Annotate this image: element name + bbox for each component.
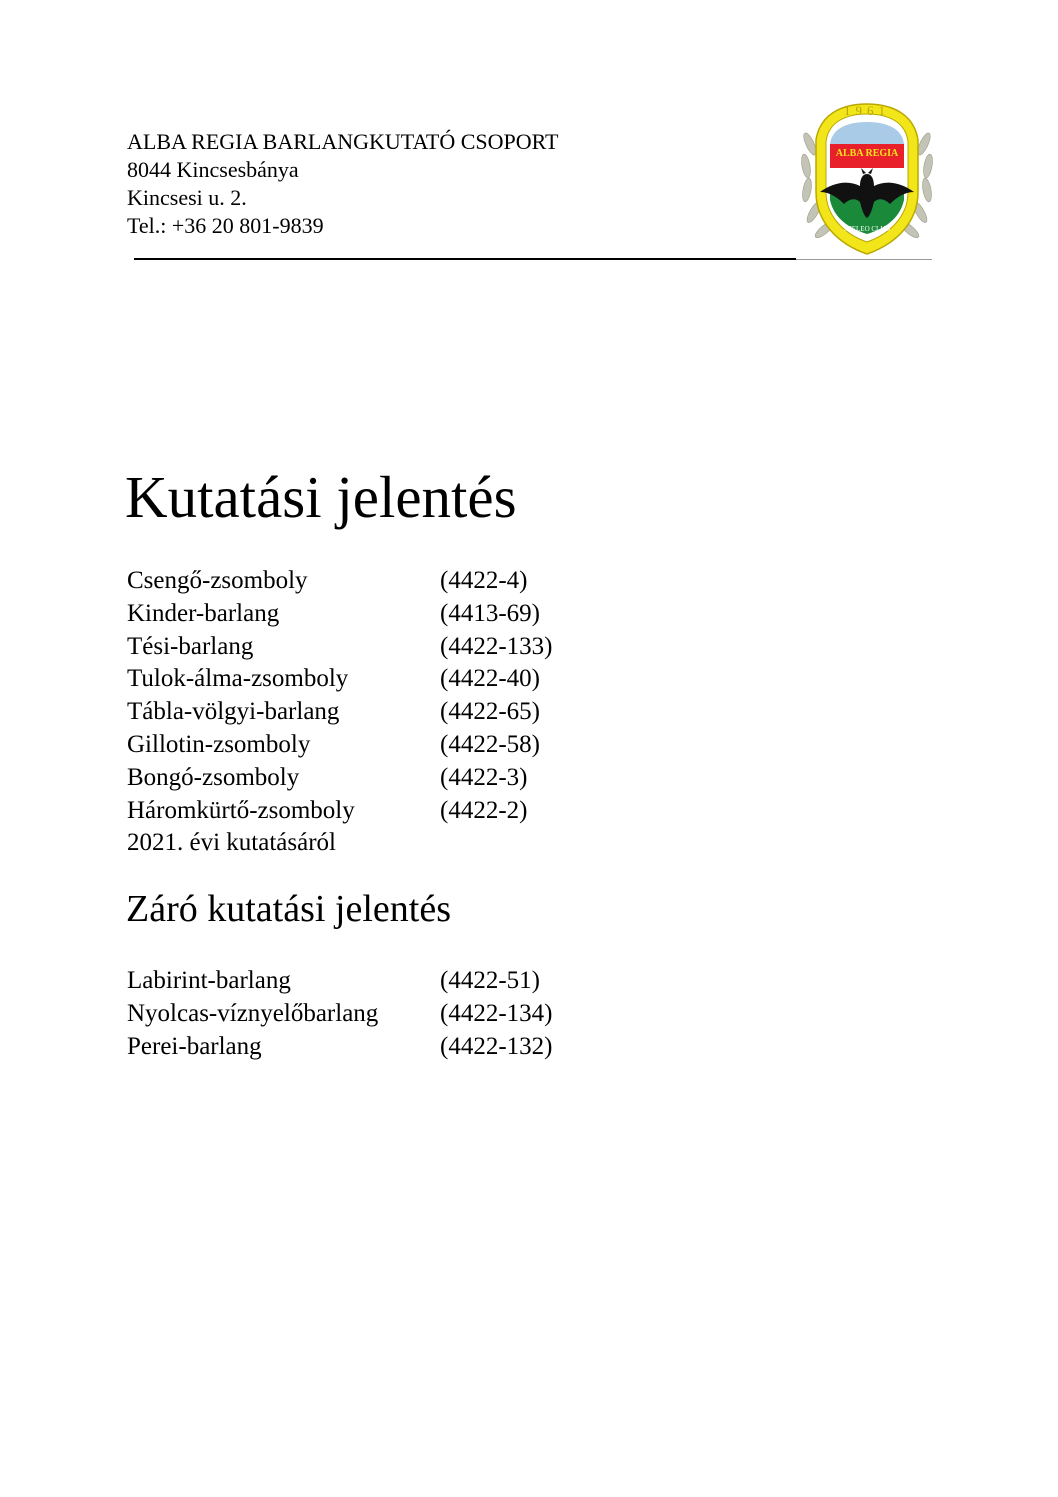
header-divider xyxy=(134,258,796,260)
address-line-1: 8044 Kincsesbánya xyxy=(127,157,299,182)
list-item xyxy=(127,998,552,1031)
list-item xyxy=(127,696,552,729)
cave-code: (4422-3) xyxy=(440,763,528,791)
list-item xyxy=(127,795,552,828)
cave-name: Tési-barlang xyxy=(127,632,254,660)
cave-code: (4422-58) xyxy=(440,730,540,758)
cave-code: (4422-132) xyxy=(440,1032,553,1060)
cave-code: (4422-65) xyxy=(440,698,540,726)
cave-code: (4422-2) xyxy=(440,796,528,824)
cave-name: Gillotin-zsomboly xyxy=(127,730,311,758)
cave-name: Háromkürtő-zsomboly xyxy=(127,796,355,824)
address-line-2: Kincsesi u. 2. xyxy=(127,185,247,210)
page-title: Kutatási jelentés xyxy=(125,464,517,530)
list-item xyxy=(127,965,552,998)
list-item xyxy=(127,663,552,696)
cave-code: (4422-51) xyxy=(440,967,540,994)
list-item xyxy=(127,598,552,631)
final-cave-list xyxy=(127,965,552,1063)
cave-code: (4422-133) xyxy=(440,632,553,660)
section-title: Záró kutatási jelentés xyxy=(126,888,451,930)
letterhead xyxy=(127,128,558,240)
cave-name: Csengő-zsomboly xyxy=(127,567,308,594)
phone-number: Tel.: +36 20 801-9839 xyxy=(127,213,324,238)
cave-name: Nyolcas-víznyelőbarlang xyxy=(127,999,379,1027)
logo-club: SPELEO CLUB xyxy=(843,225,891,233)
cave-code: (4422-4) xyxy=(440,567,528,594)
header-divider-extension xyxy=(796,259,932,260)
cave-name: Bongó-zsomboly xyxy=(127,763,300,791)
list-item xyxy=(127,631,552,664)
list-item xyxy=(127,565,552,598)
list-item xyxy=(127,762,552,795)
cave-code: (4422-40) xyxy=(440,665,540,693)
club-logo xyxy=(800,100,934,256)
cave-code: (4413-69) xyxy=(440,599,540,627)
cave-name: Perei-barlang xyxy=(127,1032,262,1060)
cave-name: Kinder-barlang xyxy=(127,599,280,627)
org-name: ALBA REGIA BARLANGKUTATÓ CSOPORT xyxy=(127,129,559,154)
list-item xyxy=(127,1031,552,1064)
cave-list xyxy=(127,565,552,827)
cave-name: Labirint-barlang xyxy=(127,967,291,994)
logo-year: 1961 xyxy=(844,103,890,118)
cave-name: Tulok-álma-zsomboly xyxy=(127,665,349,693)
cave-code: (4422-134) xyxy=(440,999,553,1027)
logo-name: ALBA REGIA xyxy=(835,148,899,159)
year-note: 2021. évi kutatásáról xyxy=(127,829,336,856)
cave-name: Tábla-völgyi-barlang xyxy=(127,698,340,726)
list-item xyxy=(127,729,552,762)
